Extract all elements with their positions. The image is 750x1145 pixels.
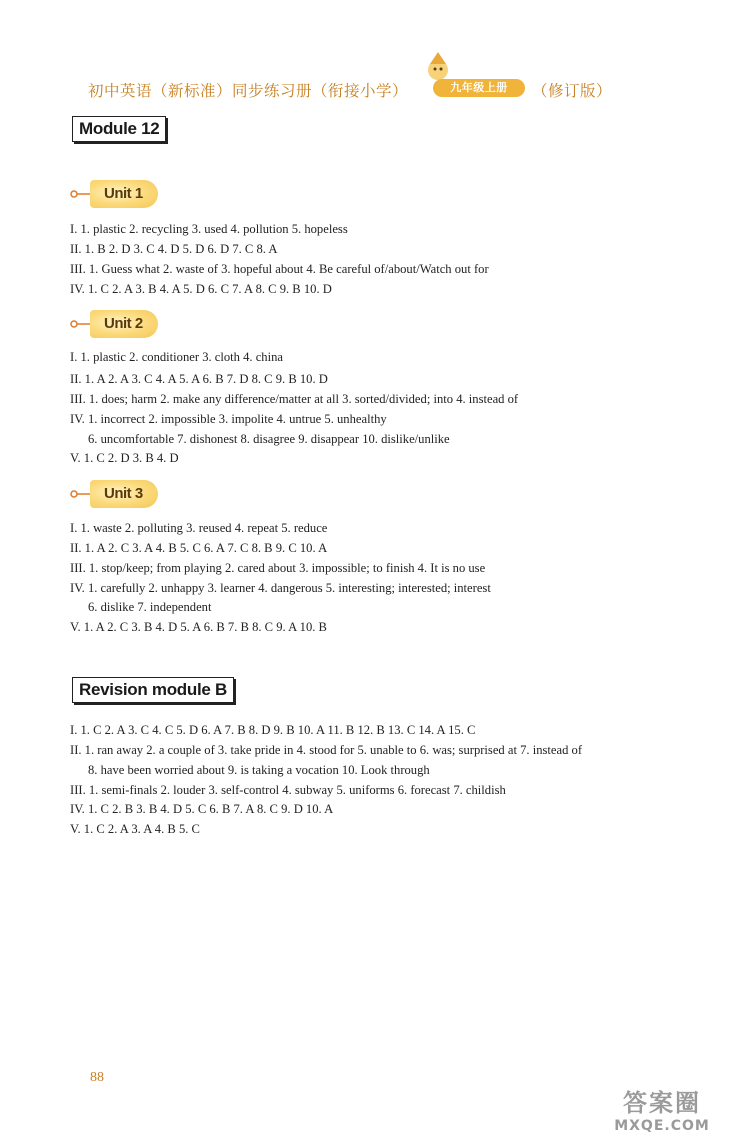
answer-line: V. 1. C 2. A 3. A 4. B 5. C — [70, 822, 200, 836]
answer-line: V. 1. C 2. D 3. B 4. D — [70, 451, 179, 465]
page-number: 88 — [90, 1070, 104, 1085]
module-title: Module 12 — [72, 116, 166, 142]
answer-line: II. 1. ran away 2. a couple of 3. take pride in 4. stood for 5. unable to 6. was; surprised at 7. instead of — [70, 743, 583, 757]
answer-line: IV. 1. incorrect 2. impossible 3. impolite 4. untrue 5. unhealthy — [70, 412, 387, 426]
answer-line: I. 1. waste 2. polluting 3. reused 4. repeat 5. reduce — [70, 521, 328, 535]
watermark — [592, 1083, 732, 1143]
edition-label: （修订版） — [532, 83, 613, 100]
answer-line: II. 1. A 2. C 3. A 4. B 5. C 6. A 7. C 8. B 9. C 10. A — [70, 541, 328, 555]
watermark-logo: 答案圈 — [623, 1089, 701, 1117]
answer-line: I. 1. plastic 2. conditioner 3. cloth 4. china — [70, 350, 283, 364]
grade-badge: 九年级上册 — [433, 79, 525, 97]
answer-line: III. 1. stop/keep; from playing 2. cared about 3. impossible; to finish 4. It is no use — [70, 561, 486, 575]
answer-line: 6. uncomfortable 7. dishonest 8. disagree 9. disappear 10. dislike/unlike — [88, 432, 450, 446]
unit-label: Unit 1 — [104, 185, 143, 202]
answer-line: III. 1. semi-finals 2. louder 3. self-control 4. subway 5. uniforms 6. forecast 7. childish — [70, 783, 506, 797]
unit-tag — [70, 310, 164, 338]
answer-line: IV. 1. C 2. A 3. B 4. A 5. D 6. C 7. A 8. C 9. B 10. D — [70, 282, 332, 296]
answer-line: I. 1. C 2. A 3. C 4. C 5. D 6. A 7. B 8. D 9. B 10. A 11. B 12. B 13. C 14. A 15. C — [70, 723, 476, 737]
answer-line: I. 1. plastic 2. recycling 3. used 4. pollution 5. hopeless — [70, 222, 348, 236]
revision-title: Revision module B — [72, 677, 234, 703]
unit-label: Unit 3 — [104, 485, 143, 502]
book-title: 初中英语（新标准）同步练习册（衔接小学） — [88, 83, 409, 100]
answer-line: III. 1. Guess what 2. waste of 3. hopeful about 4. Be careful of/about/Watch out for — [70, 262, 489, 276]
answer-line: II. 1. A 2. A 3. C 4. A 5. A 6. B 7. D 8. C 9. B 10. D — [70, 372, 328, 386]
running-header — [88, 76, 648, 104]
unit-tag — [70, 480, 164, 508]
answer-line: V. 1. A 2. C 3. B 4. D 5. A 6. B 7. B 8. C 9. A 10. B — [70, 620, 327, 634]
answer-line: IV. 1. carefully 2. unhappy 3. learner 4. dangerous 5. interesting; interested; interest — [70, 581, 491, 595]
unit-tag — [70, 180, 164, 208]
answer-line: II. 1. B 2. D 3. C 4. D 5. D 6. D 7. C 8. A — [70, 242, 278, 256]
answer-line: IV. 1. C 2. B 3. B 4. D 5. C 6. B 7. A 8. C 9. D 10. A — [70, 802, 334, 816]
answer-line: III. 1. does; harm 2. make any difference/matter at all 3. sorted/divided; into 4. instead of — [70, 392, 519, 406]
unit-label: Unit 2 — [104, 315, 143, 332]
watermark-url: MXQE.COM — [614, 1118, 710, 1134]
answer-line: 8. have been worried about 9. is taking a vocation 10. Look through — [88, 763, 430, 777]
answer-line: 6. dislike 7. independent — [88, 600, 212, 614]
